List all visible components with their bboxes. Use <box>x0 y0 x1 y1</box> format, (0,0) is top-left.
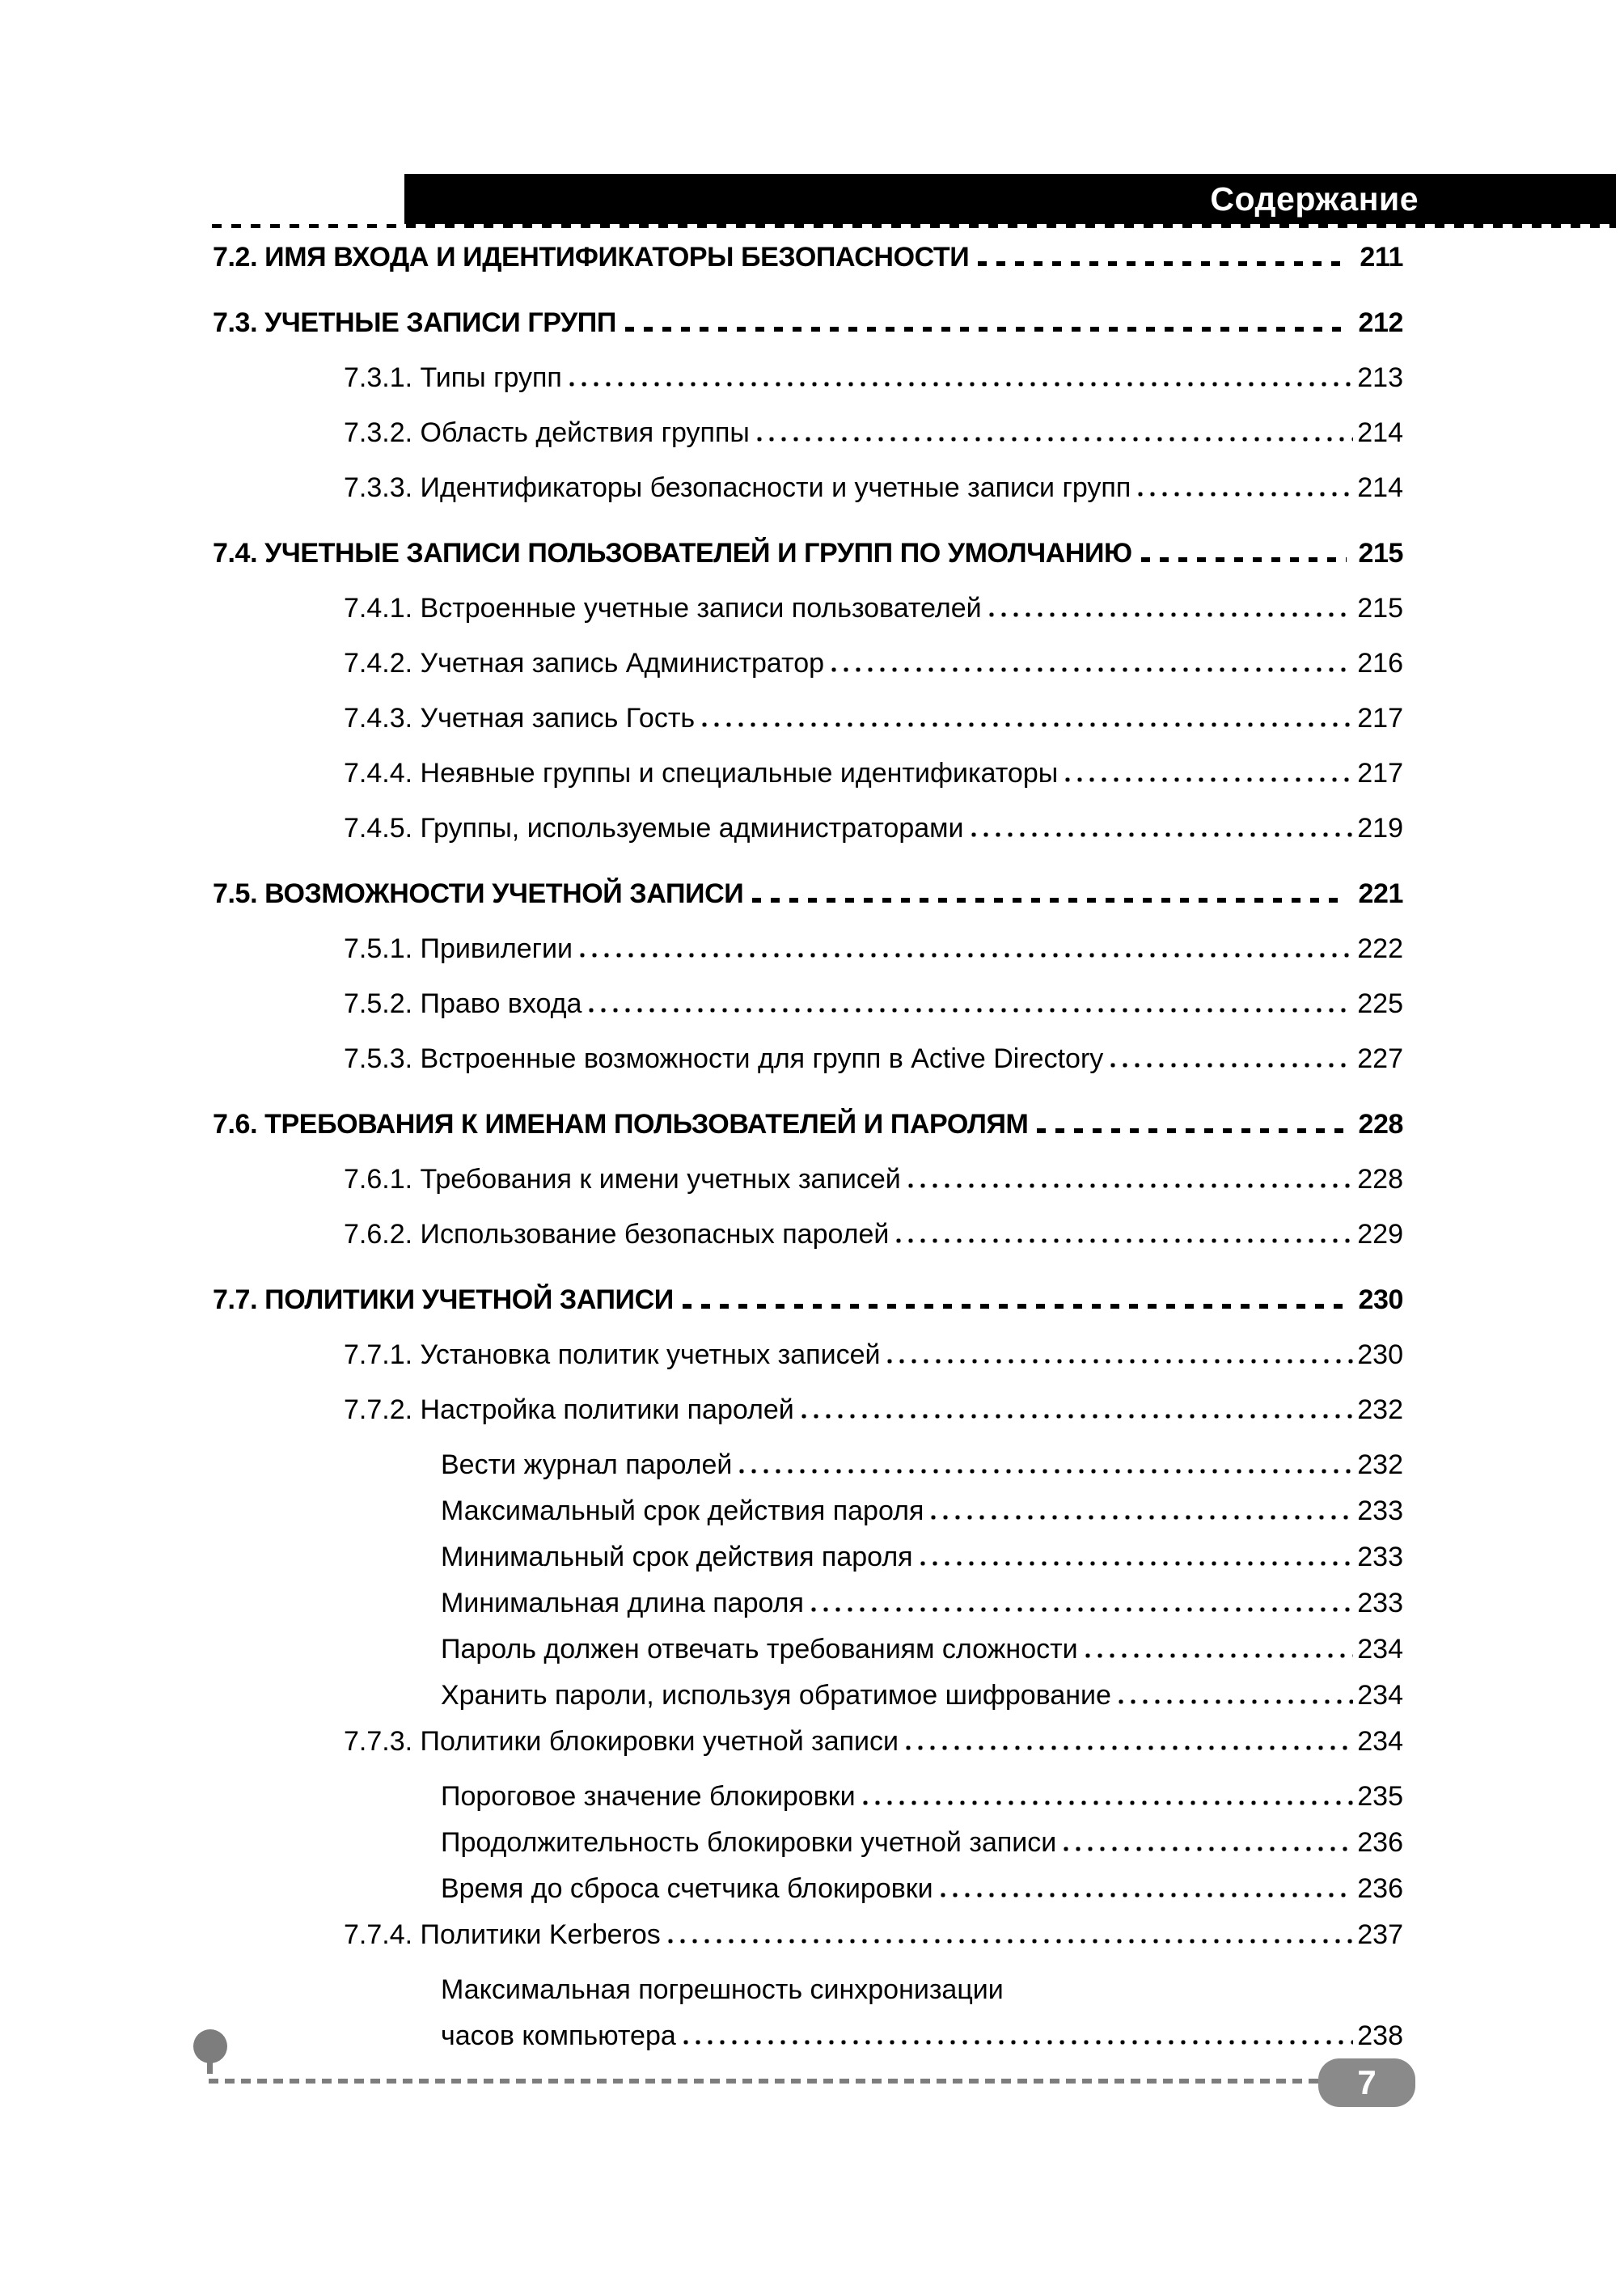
page-number-badge <box>1318 2058 1415 2107</box>
toc-entry-label: 7.7. ПОЛИТИКИ УЧЕТНОЙ ЗАПИСИ <box>213 1284 674 1315</box>
toc-entry-label: 7.5.1. Привилегии <box>344 933 573 964</box>
toc-entry-label: 7.3. УЧЕТНЫЕ ЗАПИСИ ГРУПП <box>213 307 616 338</box>
footer-stem-ornament <box>207 2062 213 2074</box>
toc-entry <box>213 593 1403 648</box>
dot-leader <box>920 1561 1354 1566</box>
toc-entry-page: 232 <box>1357 1449 1403 1480</box>
toc-entry-label: часов компьютера <box>441 2020 676 2051</box>
dot-leader <box>580 953 1353 958</box>
page-title: Содержание <box>1210 180 1419 218</box>
toc-entry <box>213 933 1403 988</box>
toc-entry-page: 217 <box>1357 758 1403 789</box>
toc-entry-label: Хранить пароли, используя обратимое шифрование <box>441 1680 1111 1711</box>
toc-entry <box>213 703 1403 758</box>
toc-entry-page: 233 <box>1357 1542 1403 1572</box>
toc-entry <box>213 1339 1403 1394</box>
toc-entry <box>213 307 1403 362</box>
table-of-contents <box>213 242 1403 2067</box>
dot-leader <box>668 1939 1353 1944</box>
dot-leader <box>978 261 1348 266</box>
toc-entry-page: 229 <box>1357 1219 1403 1250</box>
toc-entry-page: 234 <box>1357 1634 1403 1665</box>
toc-entry-label: Вести журнал паролей <box>441 1449 733 1480</box>
toc-entry <box>213 2020 1403 2067</box>
dot-leader <box>569 382 1353 387</box>
toc-entry-label: Время до сброса счетчика блокировки <box>441 1873 933 1904</box>
dot-leader <box>971 832 1354 837</box>
toc-entry-label: Максимальный срок действия пароля <box>441 1496 924 1526</box>
toc-entry <box>213 1219 1403 1274</box>
toc-entry-page: 235 <box>1357 1781 1403 1812</box>
toc-entry-page: 232 <box>1357 1394 1403 1425</box>
toc-entry-page: 219 <box>1357 813 1403 844</box>
toc-entry <box>213 472 1403 527</box>
toc-entry-page: 234 <box>1357 1680 1403 1711</box>
dot-leader <box>702 722 1353 727</box>
toc-entry <box>213 538 1403 593</box>
toc-entry-label: Минимальный срок действия пароля <box>441 1542 913 1572</box>
toc-entry-page: 230 <box>1358 1284 1403 1315</box>
toc-entry-page: 214 <box>1357 472 1403 503</box>
dot-leader <box>906 1745 1353 1750</box>
dot-leader <box>908 1183 1354 1188</box>
dot-leader <box>896 1238 1353 1243</box>
dot-leader <box>752 898 1347 903</box>
toc-entry-label: 7.4.1. Встроенные учетные записи пользователей <box>344 593 982 624</box>
toc-entry-page: 225 <box>1357 988 1403 1019</box>
toc-entry-label: 7.6.2. Использование безопасных паролей <box>344 1219 890 1250</box>
toc-entry-label: 7.3.2. Область действия группы <box>344 417 750 448</box>
toc-entry <box>213 1394 1403 1449</box>
toc-entry <box>213 1873 1403 1919</box>
dot-leader <box>811 1607 1353 1612</box>
toc-entry-page: 215 <box>1357 593 1403 624</box>
toc-entry <box>213 1542 1403 1588</box>
toc-entry-label: 7.7.4. Политики Kerberos <box>344 1919 661 1950</box>
toc-entry-label: 7.4.2. Учетная запись Администратор <box>344 648 825 679</box>
toc-entry-page: 217 <box>1357 703 1403 734</box>
toc-entry-label: 7.3.1. Типы групп <box>344 362 562 393</box>
toc-entry-label: Пароль должен отвечать требованиям сложности <box>441 1634 1078 1665</box>
contents-header-bar <box>404 174 1616 224</box>
toc-entry-label: 7.7.2. Настройка политики паролей <box>344 1394 794 1425</box>
dot-leader <box>1119 1699 1353 1704</box>
toc-entry-page: 234 <box>1357 1726 1403 1757</box>
toc-entry-label: Максимальная погрешность синхронизации <box>441 1974 1004 2005</box>
toc-entry-page: 233 <box>1357 1496 1403 1526</box>
toc-entry-label: 7.6. ТРЕБОВАНИЯ К ИМЕНАМ ПОЛЬЗОВАТЕЛЕЙ И ПАРОЛЯМ <box>213 1109 1029 1140</box>
toc-entry-page: 238 <box>1357 2020 1403 2051</box>
dot-leader <box>831 667 1353 672</box>
dot-leader <box>1064 1847 1353 1851</box>
toc-entry <box>213 362 1403 417</box>
footer-dashed-rule <box>209 2079 1318 2084</box>
dot-leader <box>683 1304 1347 1309</box>
dot-leader <box>625 327 1347 332</box>
toc-entry <box>213 1634 1403 1680</box>
toc-entry-page: 227 <box>1357 1043 1403 1074</box>
dot-leader <box>683 2040 1354 2045</box>
toc-entry <box>213 1919 1403 1974</box>
toc-entry-page: 214 <box>1357 417 1403 448</box>
toc-entry <box>213 1726 1403 1781</box>
toc-entry <box>213 1827 1403 1873</box>
toc-entry-label: 7.5. ВОЗМОЖНОСТИ УЧЕТНОЙ ЗАПИСИ <box>213 878 744 909</box>
toc-entry-page: 216 <box>1357 648 1403 679</box>
toc-entry <box>213 1109 1403 1164</box>
toc-entry-page: 212 <box>1358 307 1403 338</box>
dot-leader <box>589 1008 1353 1013</box>
dot-leader <box>1141 557 1347 562</box>
toc-entry <box>213 417 1403 472</box>
toc-entry <box>213 1284 1403 1339</box>
dot-leader <box>1110 1063 1353 1068</box>
toc-entry-label: 7.2. ИМЯ ВХОДА И ИДЕНТИФИКАТОРЫ БЕЗОПАСНОСТИ <box>213 242 970 273</box>
toc-entry-page: 222 <box>1357 933 1403 964</box>
dot-leader <box>941 1893 1354 1897</box>
toc-entry-label: Пороговое значение блокировки <box>441 1781 856 1812</box>
dot-leader <box>1138 492 1353 497</box>
page-number: 7 <box>1357 2063 1377 2101</box>
toc-entry-page: 213 <box>1357 362 1403 393</box>
toc-entry-page: 221 <box>1358 878 1403 909</box>
toc-entry-page: 233 <box>1357 1588 1403 1618</box>
toc-entry-page: 228 <box>1357 1164 1403 1195</box>
dot-leader <box>863 1800 1354 1805</box>
toc-entry <box>213 1588 1403 1634</box>
toc-entry-label: 7.7.1. Установка политик учетных записей <box>344 1339 881 1370</box>
toc-entry-page: 215 <box>1358 538 1403 569</box>
toc-entry <box>213 1043 1403 1098</box>
toc-entry <box>213 1496 1403 1542</box>
toc-entry <box>213 758 1403 813</box>
dot-leader <box>1037 1128 1347 1133</box>
dot-leader <box>887 1359 1353 1364</box>
toc-entry-page: 236 <box>1357 1827 1403 1858</box>
toc-entry <box>213 1781 1403 1827</box>
toc-entry-page: 236 <box>1357 1873 1403 1904</box>
toc-entry-label: 7.4.3. Учетная запись Гость <box>344 703 696 734</box>
toc-entry-label: Минимальная длина пароля <box>441 1588 804 1618</box>
dot-leader <box>757 437 1353 442</box>
footer-dot-ornament <box>193 2029 227 2063</box>
dot-leader <box>989 612 1354 617</box>
toc-entry-page: 237 <box>1357 1919 1403 1950</box>
toc-entry <box>213 648 1403 703</box>
toc-entry <box>213 1164 1403 1219</box>
dot-leader <box>1085 1653 1354 1658</box>
dot-leader <box>739 1469 1353 1474</box>
toc-entry-label: 7.4. УЧЕТНЫЕ ЗАПИСИ ПОЛЬЗОВАТЕЛЕЙ И ГРУПП ПО УМОЛЧАНИЮ <box>213 538 1132 569</box>
toc-entry <box>213 1449 1403 1496</box>
toc-entry <box>213 878 1403 933</box>
toc-entry-page: 228 <box>1358 1109 1403 1140</box>
toc-entry-page: 230 <box>1357 1339 1403 1370</box>
header-dashed-rule <box>212 224 1616 228</box>
toc-entry-label: 7.3.3. Идентификаторы безопасности и учетные записи групп <box>344 472 1131 503</box>
toc-entry-label: 7.4.4. Неявные группы и специальные идентификаторы <box>344 758 1059 789</box>
dot-leader <box>801 1414 1354 1419</box>
toc-entry <box>213 242 1403 297</box>
toc-entry-page: 211 <box>1360 242 1403 273</box>
toc-entry-label: 7.5.2. Право входа <box>344 988 582 1019</box>
toc-entry <box>213 813 1403 868</box>
dot-leader <box>1065 777 1353 782</box>
toc-entry-label: 7.7.3. Политики блокировки учетной записи <box>344 1726 899 1757</box>
toc-entry <box>213 1680 1403 1726</box>
toc-entry-label: 7.4.5. Группы, используемые администраторами <box>344 813 964 844</box>
toc-entry-label: 7.6.1. Требования к имени учетных записей <box>344 1164 901 1195</box>
toc-entry-label: 7.5.3. Встроенные возможности для групп в Active Directory <box>344 1043 1104 1074</box>
toc-entry-label: Продолжительность блокировки учетной записи <box>441 1827 1057 1858</box>
dot-leader <box>931 1515 1353 1520</box>
toc-entry <box>213 988 1403 1043</box>
